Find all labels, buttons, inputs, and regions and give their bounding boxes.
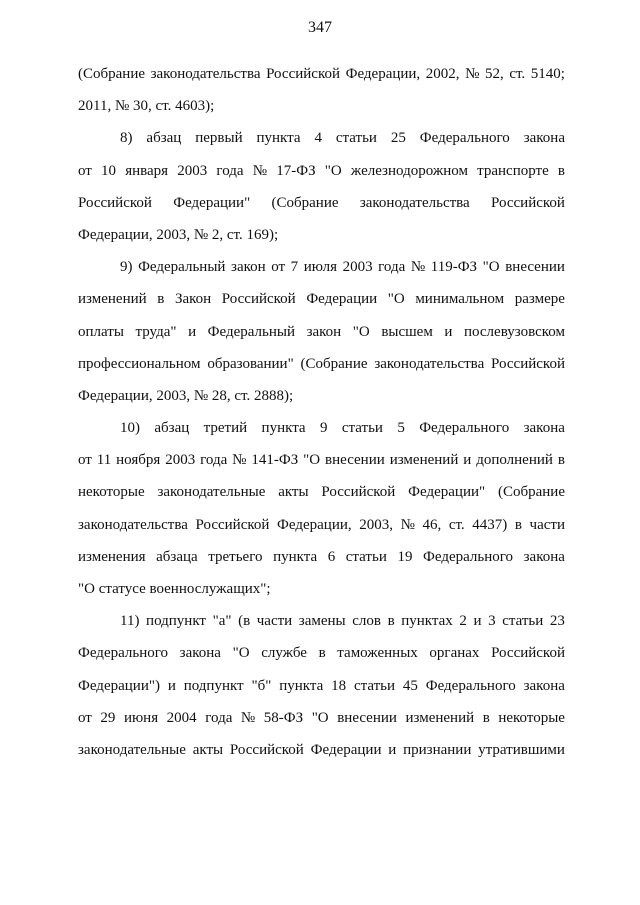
- word: "О: [324, 162, 342, 179]
- word: первый: [195, 130, 243, 147]
- word: органах: [429, 645, 480, 662]
- word: Закон: [174, 291, 212, 308]
- word: части: [256, 613, 293, 630]
- word: 58-ФЗ: [263, 709, 304, 726]
- text-line: [78, 541, 565, 573]
- word: 2003: [165, 452, 196, 469]
- word: пунктах: [401, 613, 453, 630]
- word: 2003: [177, 162, 208, 179]
- word: закон: [231, 259, 266, 276]
- word: в: [482, 709, 490, 726]
- word: части: [529, 516, 565, 533]
- word: законодательства: [359, 194, 470, 211]
- word: статьи: [341, 420, 383, 437]
- word: железнодорожном: [350, 162, 468, 179]
- word: 4: [314, 130, 322, 147]
- word: (Собрание: [300, 355, 368, 372]
- word: от: [78, 452, 92, 469]
- word: года: [378, 259, 406, 276]
- word: закон: [306, 323, 342, 340]
- word: ноября: [116, 452, 161, 469]
- word: некоторые: [498, 709, 565, 726]
- text-line: Федерации, 2003, № 2, ст. 169);: [78, 226, 279, 243]
- word: третьего: [208, 548, 263, 565]
- word: дополнений: [476, 452, 553, 469]
- word: законодательства: [150, 66, 261, 82]
- word: Федерации: [310, 741, 382, 758]
- word: пункта: [279, 677, 324, 694]
- text-line: [78, 605, 565, 637]
- word: внесении: [337, 709, 397, 726]
- word: №: [400, 516, 415, 533]
- word: закона: [523, 677, 565, 694]
- word: января: [125, 162, 169, 179]
- word: 10): [120, 420, 140, 437]
- word: изменений: [405, 709, 475, 726]
- text-line: [78, 316, 565, 348]
- word: 9: [319, 420, 328, 437]
- word: "О: [387, 291, 405, 308]
- word: "О: [352, 323, 370, 340]
- word: абзац: [146, 130, 182, 147]
- word: июля: [303, 259, 337, 276]
- word: статьи: [502, 613, 544, 630]
- word: закона: [523, 548, 565, 565]
- word: 2: [459, 613, 467, 630]
- word: подпункт: [146, 613, 206, 630]
- word: "а": [212, 613, 232, 630]
- page-number: 347: [308, 19, 332, 36]
- text-line: [78, 702, 565, 734]
- word: в: [157, 291, 165, 308]
- word: Российской: [491, 355, 565, 372]
- word: Российской: [266, 66, 341, 82]
- word: и: [167, 677, 176, 694]
- text-line: [78, 412, 565, 444]
- word: образовании": [207, 355, 294, 372]
- word: "О: [232, 645, 250, 662]
- word: минимальном: [415, 291, 505, 308]
- word: пункта: [261, 420, 306, 437]
- word: "О: [482, 259, 500, 276]
- word: и: [444, 323, 453, 340]
- word: и: [473, 613, 482, 630]
- word: пункта: [273, 548, 318, 565]
- word: Российской: [491, 645, 565, 662]
- word: Федерального: [425, 677, 516, 694]
- word: (Собрание: [78, 66, 146, 82]
- word: Федерации,: [277, 516, 352, 533]
- word: транспорте: [477, 162, 549, 179]
- word: №: [240, 709, 256, 726]
- word: в: [557, 452, 565, 469]
- word: послевузовском: [464, 323, 565, 340]
- word: Федерации,: [345, 66, 421, 82]
- word: законодательные: [78, 741, 186, 758]
- word: 52,: [484, 66, 504, 82]
- word: 19: [397, 548, 413, 565]
- word: 18: [331, 677, 347, 694]
- text-line: [78, 187, 565, 219]
- word: Российской: [321, 484, 396, 501]
- word: "О: [311, 709, 329, 726]
- word: статьи: [345, 548, 387, 565]
- word: закона: [523, 130, 565, 147]
- word: Федерального: [78, 645, 169, 662]
- word: Федерального: [419, 420, 510, 437]
- word: 11): [120, 613, 140, 630]
- word: 2004: [166, 709, 197, 726]
- word: 46,: [422, 516, 442, 533]
- word: внесении: [505, 259, 565, 276]
- text-line: [78, 155, 565, 187]
- word: 10: [101, 162, 117, 179]
- word: (Собрание: [271, 194, 339, 211]
- word: в: [557, 162, 565, 179]
- text-line: [78, 122, 565, 154]
- word: Российской: [78, 194, 152, 211]
- word: Федерации"): [78, 677, 160, 694]
- word: 5140;: [530, 66, 565, 82]
- word: Федерации": [173, 194, 251, 211]
- word: 2003,: [359, 516, 393, 533]
- word: акты: [192, 741, 224, 758]
- text-line: [78, 348, 565, 380]
- word: "О: [303, 452, 321, 469]
- word: и: [188, 323, 197, 340]
- word: профессиональном: [78, 355, 201, 372]
- word: закона: [179, 645, 221, 662]
- word: 3: [488, 613, 496, 630]
- word: 5: [397, 420, 405, 437]
- word: закона: [523, 420, 565, 437]
- word: 6: [327, 548, 336, 565]
- word: службе: [261, 645, 307, 662]
- word: внесении: [325, 452, 385, 469]
- text-line: [78, 509, 565, 541]
- word: законодательные: [157, 484, 266, 501]
- word: Федеральный: [207, 323, 296, 340]
- word: законодательства: [78, 516, 188, 533]
- text-line: [78, 58, 565, 90]
- word: статьи: [335, 130, 377, 147]
- word: №: [232, 452, 247, 469]
- word: в: [514, 516, 522, 533]
- word: ст.: [509, 66, 526, 82]
- word: статьи: [353, 677, 396, 694]
- word: и: [463, 452, 472, 469]
- word: изменений: [78, 291, 147, 308]
- word: изменений: [389, 452, 459, 469]
- word: Федеральный: [138, 259, 226, 276]
- word: 25: [390, 130, 406, 147]
- word: абзац: [154, 420, 190, 437]
- word: акты: [278, 484, 309, 501]
- text-line: [78, 637, 565, 669]
- document-body: [78, 58, 565, 766]
- word: 17-ФЗ: [276, 162, 316, 179]
- word: №: [410, 259, 426, 276]
- word: года: [205, 709, 233, 726]
- word: Федерации: [306, 291, 378, 308]
- word: подпункт: [183, 677, 244, 694]
- text-line: [78, 283, 565, 315]
- word: (в: [238, 613, 251, 630]
- word: размере: [514, 291, 565, 308]
- word: оплаты: [78, 323, 124, 340]
- word: пункта: [256, 130, 301, 147]
- word: 4437): [472, 516, 508, 533]
- word: (Собрание: [497, 484, 565, 501]
- word: 2002,: [425, 66, 460, 82]
- word: 2003: [342, 259, 373, 276]
- word: года: [216, 162, 244, 179]
- word: законодательства: [374, 355, 485, 372]
- word: Российской: [195, 516, 270, 533]
- word: 119-ФЗ: [430, 259, 478, 276]
- word: 23: [549, 613, 565, 630]
- word: от: [78, 709, 92, 726]
- text-line: [78, 251, 565, 283]
- word: №: [252, 162, 268, 179]
- word: Российской: [491, 194, 565, 211]
- text-line: Федерации, 2003, № 28, ст. 2888);: [78, 387, 294, 404]
- word: замены: [298, 613, 346, 630]
- word: труда": [135, 323, 177, 340]
- word: от: [271, 259, 286, 276]
- word: изменения: [78, 548, 146, 565]
- word: 141-ФЗ: [251, 452, 299, 469]
- word: в: [387, 613, 395, 630]
- text-line: [78, 476, 565, 508]
- word: 45: [402, 677, 418, 694]
- word: высшем: [381, 323, 433, 340]
- word: некоторые: [78, 484, 145, 501]
- word: 8): [120, 130, 133, 147]
- word: Федерации": [408, 484, 486, 501]
- word: утратившими: [478, 741, 565, 758]
- word: Российской: [221, 291, 296, 308]
- word: 29: [100, 709, 116, 726]
- word: слов: [352, 613, 381, 630]
- word: абзаца: [156, 548, 198, 565]
- word: и: [388, 741, 397, 758]
- word: 9): [120, 259, 133, 276]
- word: от: [78, 162, 92, 179]
- word: таможенных: [337, 645, 418, 662]
- text-line: [78, 444, 565, 476]
- word: 11: [96, 452, 112, 469]
- text-line: "О статусе военнослужащих";: [78, 581, 271, 597]
- word: в: [318, 645, 326, 662]
- word: признании: [403, 741, 472, 758]
- word: ст.: [448, 516, 465, 533]
- word: 7: [290, 259, 299, 276]
- word: третий: [203, 420, 248, 437]
- word: №: [465, 66, 480, 82]
- word: Федерального: [423, 548, 514, 565]
- word: Российской: [229, 741, 304, 758]
- word: июня: [123, 709, 159, 726]
- text-line: [78, 670, 565, 702]
- word: Федерального: [419, 130, 510, 147]
- text-line: [78, 734, 565, 766]
- text-line: 2011, № 30, ст. 4603);: [78, 98, 215, 115]
- word: года: [200, 452, 228, 469]
- word: "б": [251, 677, 272, 694]
